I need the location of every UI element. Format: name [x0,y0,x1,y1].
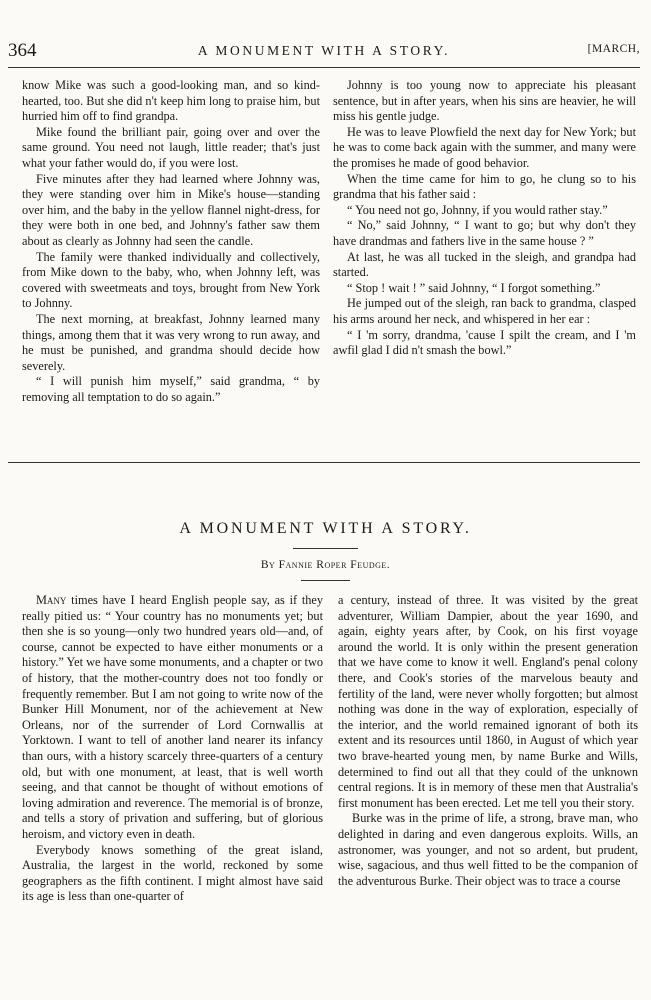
story-left-column [22,78,320,405]
opening-text: times have I heard English people say, as if they really pitied us: “ Your country has no monuments yet; but then she is so young—only two hundred years old—and, of course, cannot be expected to have either monuments or a history.” Yet we have some monuments, and a chapter or two of history, that the mother-country does not too fondly or frequently remember. But I am not going to write now of the Bunker Hill Monument, nor of the achievement at New Orleans, nor of the surrender of Lord Cornwallis at Yorktown. I want to tell of another land nearer its infancy than ours, with a history scarcely three-quarters of a century old, but with one monument, at least, that is well worth seeing, and that cannot be thought of without emotions of loving admiration and reverence. The memorial is of bronze, and tells a story of privation and suffering, but of glorious heroism, and victory even in death. [22,593,323,841]
paragraph: know Mike was such a good-looking man, and so kind-hearted, too. But she did n't keep him long to praise him, but hurried him off to find grandpa. [22,78,320,124]
page-header [8,28,640,60]
paragraph: When the time came for him to go, he clung so to his grandma that his father said : [333,171,636,202]
running-title: A MONUMENT WITH A STORY. [197,43,451,58]
paragraph: Burke was in the prime of life, a strong, brave man, who delighted in daring and even dangerous exploits. Wills, an astronomer, was younger, and not so ardent, but prudent, wise, sagacious, and thus well fitted to be the companion of the adventurous Burke. Their object was to trace a course [338,811,638,888]
paragraph: a century, instead of three. It was visited by the great adventurer, William Dampier, about the year 1690, and again, eighty years after, by Cook, on his first voyage around the world. It is only within the present generation that we have come to know it well. England's penal colony there, and Cook's stories of the marvelous beauty and fertility of the land, were never wholly forgotten; but almost nothing was done in the way of exploration, especially of the interior, and the world remained ignorant of both its extent and its resources until 1860, in August of which year two brave-hearted young men, by name Burke and Wills, determined to find out all that they could of the unknown central regions. It is in memory of these men that Australia's first monument has been erected. Let me tell you their story. [338,593,638,810]
title-rule [293,548,358,549]
opening-paragraph [22,593,323,843]
paragraph: Johnny is too young now to appreciate his pleasant sentence, but in after years, when his sins are heavier, he will miss his gentle judge. [333,78,636,124]
page-number: 364 [8,40,37,61]
article-title: A MONUMENT WITH A STORY. [179,520,472,537]
article-left-column [22,593,323,905]
story-right-column [333,78,636,359]
article-right-column [338,593,638,889]
paragraph: “ You need not go, Johnny, if you would rather stay.” [347,202,608,217]
paragraph: “ Stop ! wait ! ” said Johnny, “ I forgot something.” [347,280,601,295]
section-divider-rule [8,462,640,463]
paragraph: “ No,” said Johnny, “ I want to go; but why don't they have drandmas and fathers live in the same house ? ” [333,218,636,248]
paragraph: The next morning, at breakfast, Johnny learned many things, among them that it was very wrong to run away, and he must be punished, and grandma should decide how severely. [22,311,320,373]
running-month: [MARCH, [587,43,640,55]
paragraph: He jumped out of the sleigh, ran back to grandma, clasped his arms around her neck, and whispered in her ear : [333,296,636,326]
paragraph: “ I will punish him myself,” said grandma, “ by removing all temptation to do so again.” [22,374,320,404]
paragraph: Five minutes after they had learned where Johnny was, they were standing over him in Mike's house—standing over him, and the baby in the yellow flannel night-dress, for they were both in one bed, and Johnny's father saw them about as clearly as Johnny had seen the candle. [22,171,320,248]
paragraph: The family were thanked individually and collectively, from Mike down to the baby, who, when Johnny left, was covered with sweetmeats and toys, brought from New York to Johnny. [22,249,320,311]
paragraph: At last, he was all tucked in the sleigh, and grandpa had started. [333,249,636,280]
byline-rule [301,580,350,581]
paragraph: He was to leave Plowfield the next day for New York; but he was to come back again with the summer, and many were the promises he made of good behavior. [333,124,636,170]
byline-text: By Fannie Roper Feudge. [260,559,391,571]
dropcap-word: Many [36,593,67,607]
paragraph: Mike found the brilliant pair, going over and over the same ground. You need not laugh, little reader; that's just what your father would do, if you were lost. [22,124,320,170]
header-rule [8,67,640,68]
paragraph: Everybody knows something of the great island, Australia, the largest in the world, reckoned by some geographers as the fifth continent. I might almost have said its age is less than one-quarter of [22,842,323,904]
article-byline [0,559,651,571]
paragraph: “ I 'm sorry, drandma, 'cause I spilt the cream, and I 'm awfil glad I did n't smash the bowl.” [333,327,636,358]
